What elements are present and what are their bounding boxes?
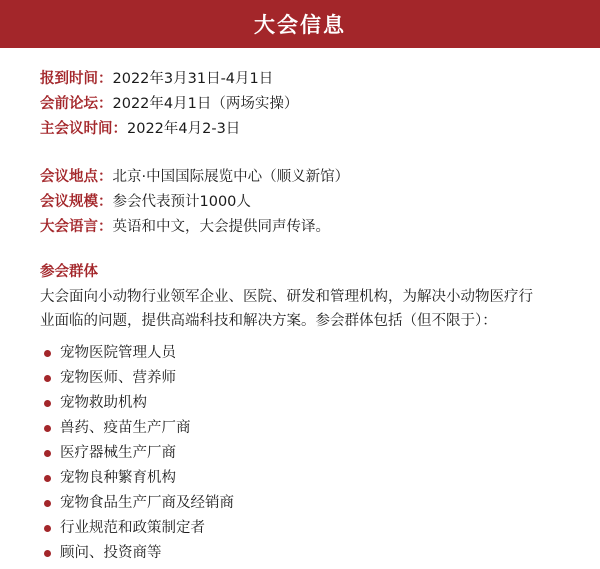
info-label: 会议地点： <box>40 169 113 185</box>
info-value: 2022年3月31日-4月1日 <box>112 71 274 87</box>
bullet-dot-icon <box>44 525 51 532</box>
list-item-text: 行业规范和政策制定者 <box>60 520 205 536</box>
list-item-text: 宠物良种繁育机构 <box>60 470 176 486</box>
list-item <box>40 416 580 441</box>
bullet-dot-icon <box>44 350 51 357</box>
audience-intro-line: 大会面向小动物行业领军企业、医院、研发和管理机构，为解决小动物医疗行 <box>40 289 533 305</box>
header-banner <box>0 0 600 48</box>
info-value: 参会代表预计1000人 <box>112 194 251 210</box>
list-item <box>40 391 580 416</box>
list-item-text: 宠物医师、营养师 <box>60 370 176 386</box>
info-value: 北京·中国国际展览中心（顺义新馆） <box>112 169 350 185</box>
bullet-dot-icon <box>44 550 51 557</box>
bullet-dot-icon <box>44 400 51 407</box>
info-label: 报到时间： <box>40 71 113 87</box>
bullet-dot-icon <box>44 375 51 382</box>
info-label: 会前论坛： <box>40 96 113 112</box>
list-item-text: 宠物救助机构 <box>60 395 147 411</box>
list-item <box>40 366 580 391</box>
list-item-text: 兽药、疫苗生产厂商 <box>60 420 191 436</box>
audience-list <box>40 341 580 566</box>
list-item-text: 宠物食品生产厂商及经销商 <box>60 495 234 511</box>
bullet-dot-icon <box>44 450 51 457</box>
info-value: 2022年4月2-3日 <box>127 121 241 137</box>
bullet-dot-icon <box>44 425 51 432</box>
audience-intro-line: 业面临的问题，提供高端科技和解决方案。参会群体包括（但不限于）： <box>40 313 497 329</box>
audience-title: 参会群体 <box>40 264 98 280</box>
content <box>40 67 580 566</box>
list-item <box>40 466 580 491</box>
info-value: 2022年4月1日（两场实操） <box>112 96 299 112</box>
list-item-text: 顾问、投资商等 <box>60 545 162 561</box>
list-item <box>40 491 580 516</box>
info-label: 大会语言： <box>40 219 113 235</box>
list-item-text: 宠物医院管理人员 <box>60 345 176 361</box>
schedule-row-preforum <box>40 92 580 117</box>
info-label: 主会议时间： <box>40 121 127 137</box>
detail-row-scale <box>40 190 580 215</box>
list-item <box>40 441 580 466</box>
list-item <box>40 541 580 566</box>
info-label: 会议规模： <box>40 194 113 210</box>
spacer <box>40 142 580 165</box>
audience-intro <box>40 285 580 333</box>
detail-row-language <box>40 215 580 240</box>
detail-row-venue <box>40 165 580 190</box>
info-value: 英语和中文，大会提供同声传译。 <box>112 219 330 235</box>
bullet-dot-icon <box>44 475 51 482</box>
bullet-dot-icon <box>44 500 51 507</box>
page-title: 大会信息 <box>254 13 346 37</box>
list-item <box>40 516 580 541</box>
list-item <box>40 341 580 366</box>
schedule-row-main <box>40 117 580 142</box>
list-item-text: 医疗器械生产厂商 <box>60 445 176 461</box>
spacer <box>40 240 580 260</box>
schedule-row-checkin <box>40 67 580 92</box>
